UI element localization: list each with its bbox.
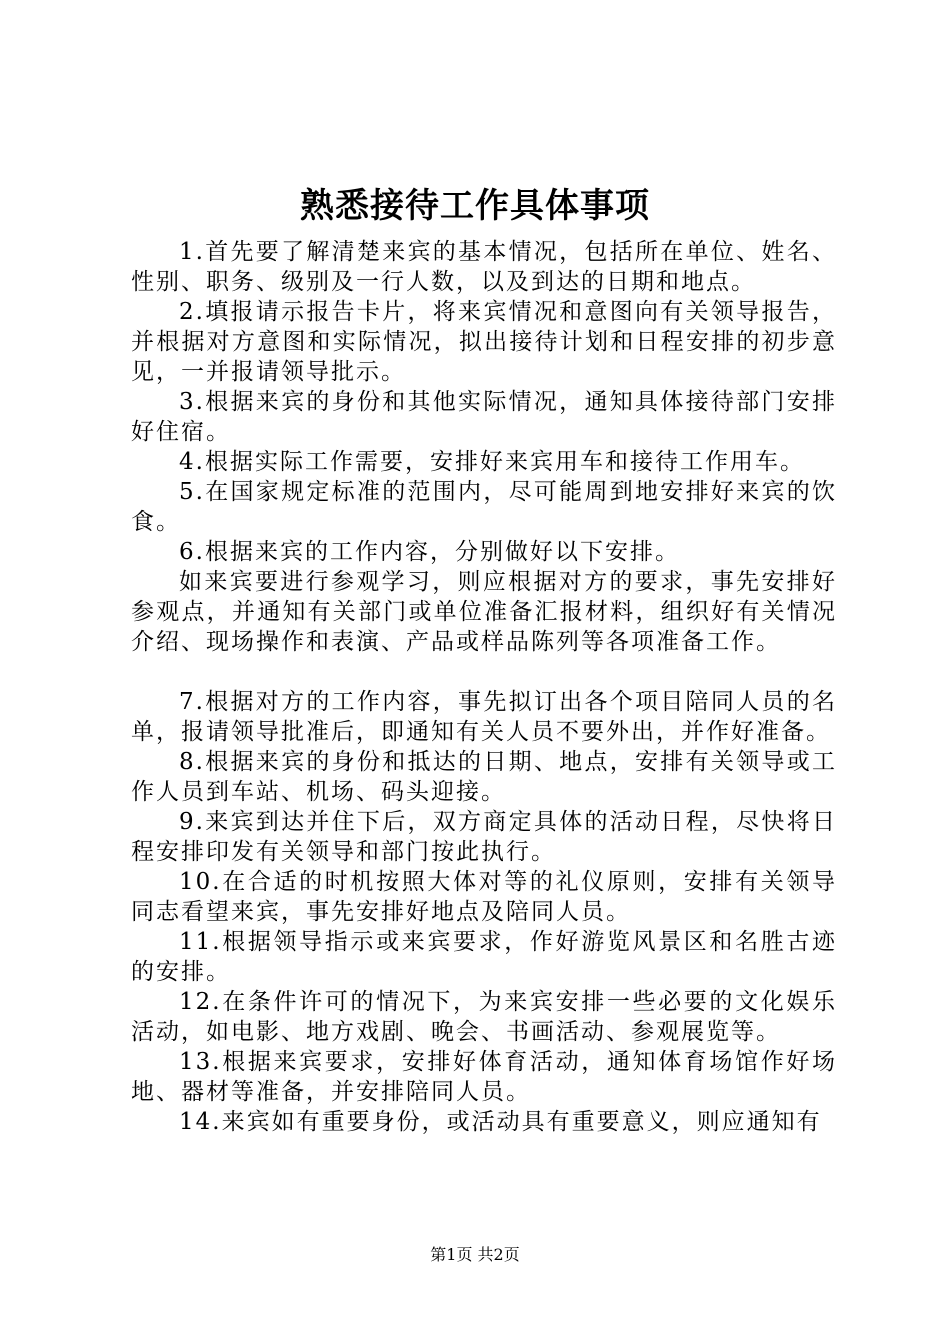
paragraph-visit-arrangement: 如来宾要进行参观学习，则应根据对方的要求，事先安排好参观点，并通知有关部门或单位准备汇报材料，组织好有关情况介绍、现场操作和表演、产品或样品陈列等各项准备工作。 <box>131 569 837 655</box>
paragraph-item-7: 7.根据对方的工作内容，事先拟订出各个项目陪同人员的名单，报请领导批准后，即通知有关人员不要外出，并作好准备。 <box>131 689 837 745</box>
paragraph-item-12: 12.在条件许可的情况下，为来宾安排一些必要的文化娱乐活动，如电影、地方戏剧、晚会、书画活动、参观展览等。 <box>131 989 837 1045</box>
paragraph-item-9: 9.来宾到达并住下后，双方商定具体的活动日程，尽快将日程安排印发有关领导和部门按此执行。 <box>131 809 837 865</box>
document-body <box>131 237 837 1137</box>
paragraph-item-6: 6.根据来宾的工作内容，分别做好以下安排。 <box>179 539 680 565</box>
paragraph-item-13: 13.根据来宾要求，安排好体育活动，通知体育场馆作好场地、器材等准备，并安排陪同人员。 <box>131 1049 837 1105</box>
paragraph-item-8: 8.根据来宾的身份和抵达的日期、地点，安排有关领导或工作人员到车站、机场、码头迎接。 <box>131 749 837 805</box>
paragraph-item-14: 14.来宾如有重要身份，或活动具有重要意义，则应通知有 <box>179 1109 822 1135</box>
paragraph-item-4: 4.根据实际工作需要，安排好来宾用车和接待工作用车。 <box>179 449 805 475</box>
paragraph-item-2: 2.填报请示报告卡片，将来宾情况和意图向有关领导报告，并根据对方意图和实际情况，拟出接待计划和日程安排的初步意见，一并报请领导批示。 <box>131 299 837 385</box>
document-title: 熟悉接待工作具体事项 <box>300 186 650 226</box>
paragraph-item-10: 10.在合适的时机按照大体对等的礼仪原则，安排有关领导同志看望来宾，事先安排好地点及陪同人员。 <box>131 869 837 925</box>
paragraph-item-1: 1.首先要了解清楚来宾的基本情况，包括所在单位、姓名、性别、职务、级别及一行人数，以及到达的日期和地点。 <box>131 239 837 295</box>
paragraph-item-5: 5.在国家规定标准的范围内，尽可能周到地安排好来宾的饮食。 <box>131 479 837 535</box>
page-number-footer: 第1页 共2页 <box>430 1245 520 1264</box>
paragraph-spacer <box>131 657 837 687</box>
paragraph-item-3: 3.根据来宾的身份和其他实际情况，通知具体接待部门安排好住宿。 <box>131 389 837 445</box>
paragraph-item-11: 11.根据领导指示或来宾要求，作好游览风景区和名胜古迹的安排。 <box>131 929 837 985</box>
